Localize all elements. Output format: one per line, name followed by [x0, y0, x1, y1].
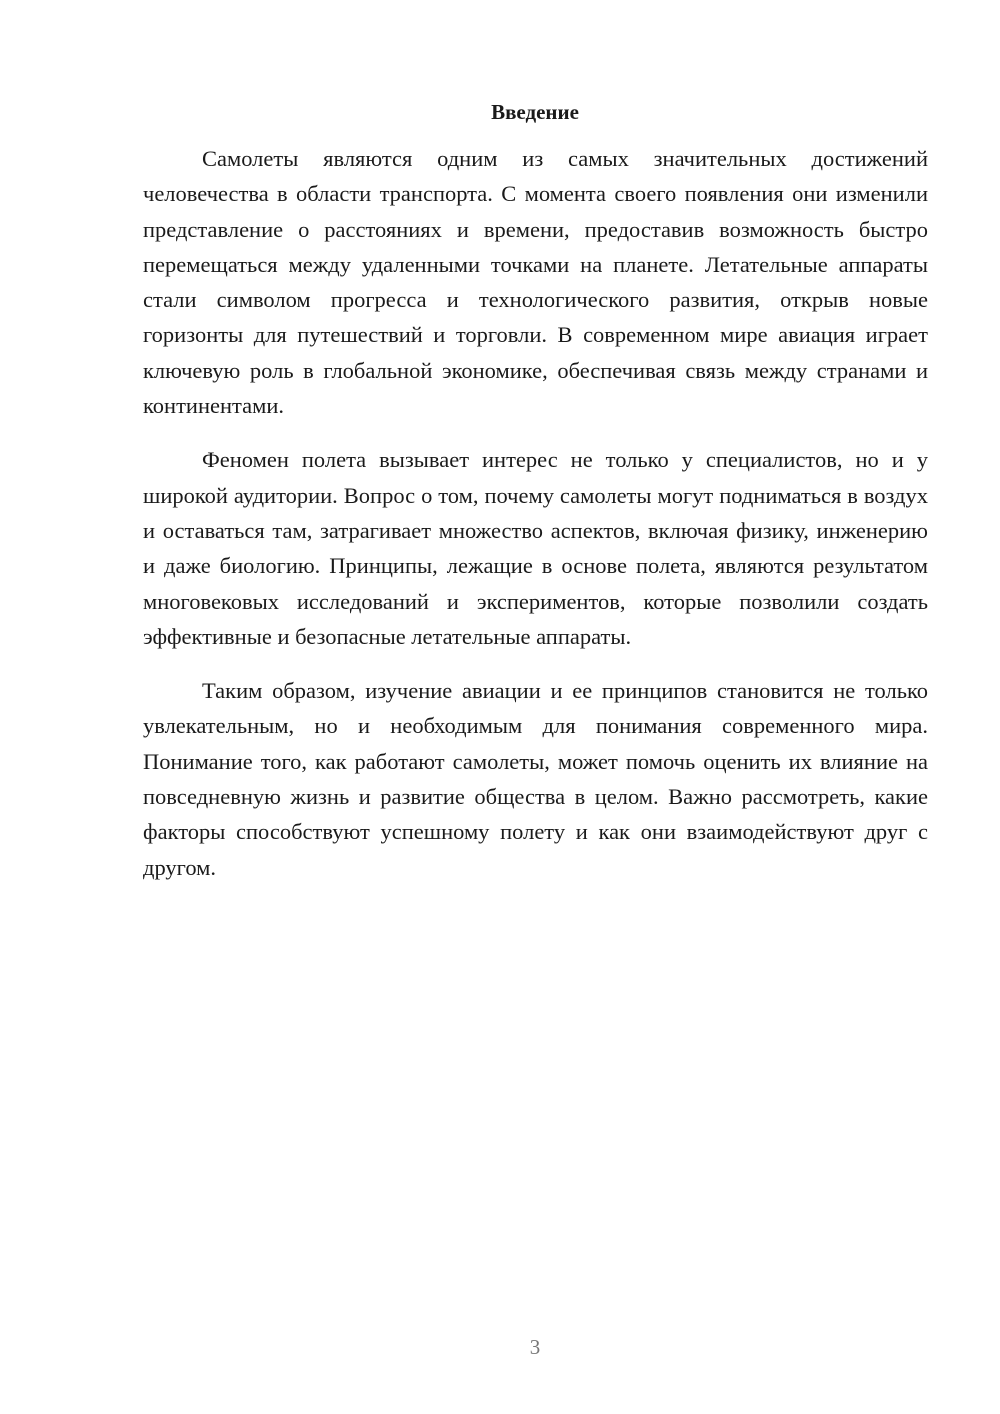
paragraph-3: Таким образом, изучение авиации и ее принципов становится не только увлекательным, но и необходимым для понимания современного мира. Понимание того, как работают самолеты, может помочь оценить их влияние на повседневную жизнь и развитие общества в целом. Важно рассмотреть, какие факторы способствуют успешному полету и как они взаимодействуют друг с другом. — [143, 678, 928, 880]
section-heading: Введение — [491, 100, 579, 124]
body-text — [143, 141, 928, 904]
paragraph-1: Самолеты являются одним из самых значительных достижений человечества в области транспорта. С момента своего появления они изменили представление о расстояниях и времени, предоставив возможность быстро перемещаться между удаленными точками на планете. Летательные аппараты стали символом прогресса и технологического развития, открыв новые горизонты для путешествий и торговли. В современном мире авиация играет ключевую роль в глобальной экономике, обеспечивая связь между странами и континентами. — [143, 146, 928, 419]
page-number: 3 — [529, 1335, 541, 1359]
paragraph-2: Феномен полета вызывает интерес не только у специалистов, но и у широкой аудитории. Вопрос о том, почему самолеты могут подниматься в воздух и оставаться там, затрагивает множество аспектов, включая физику, инженерию и даже биологию. Принципы, лежащие в основе полета, являются результатом многовековых исследований и экспериментов, которые позволили создать эффективные и безопасные летательные аппараты. — [143, 447, 928, 649]
